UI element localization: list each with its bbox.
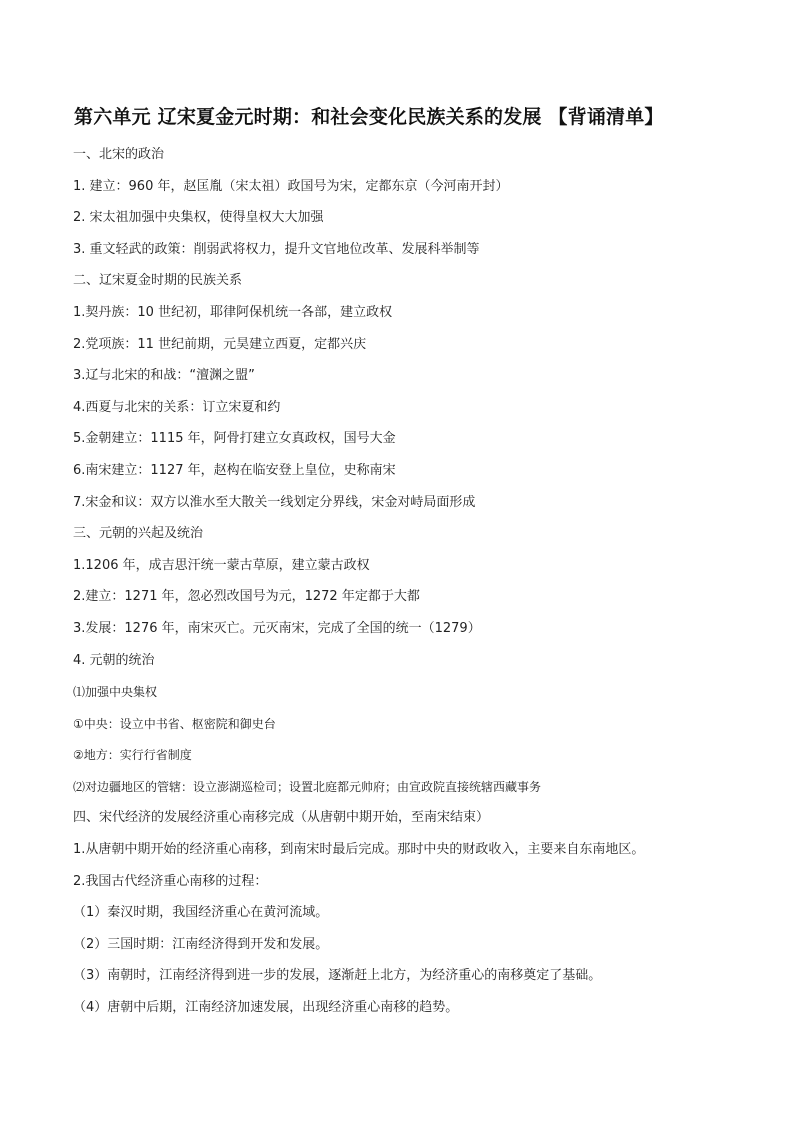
sub-list-item: ⑴加强中央集权 — [73, 685, 158, 700]
section-heading-song-economy: 四、宋代经济的发展经济重心南移完成（从唐朝中期开始，至南宋结束） — [73, 810, 490, 826]
section-heading-northern-song-politics: 一、北宋的政治 — [73, 147, 165, 162]
list-item: 4.西夏与北宋的关系：订立宋夏和约 — [73, 399, 281, 415]
list-item: 4. 元朝的统治 — [73, 652, 155, 668]
list-item: 6.南宋建立：1127 年，赵构在临安登上皇位，史称南宋 — [73, 462, 396, 478]
list-item: 1. 建立：960 年，赵匡胤（宋太祖）政国号为宋，定都东京（今河南开封） — [73, 178, 509, 194]
section-heading-yuan-dynasty: 三、元朝的兴起及统治 — [73, 526, 204, 542]
list-item: （3）南朝时，江南经济得到进一步的发展，逐渐赶上北方，为经济重心的南移奠定了基础。 — [73, 968, 602, 984]
list-item: （4）唐朝中后期，江南经济加速发展，出现经济重心南移的趋势。 — [73, 1000, 459, 1016]
document-title: 第六单元 辽宋夏金元时期：和社会变化民族关系的发展 【背诵清单】 — [74, 106, 664, 128]
list-item: 2.建立：1271 年，忽必烈改国号为元，1272 年定都于大都 — [73, 589, 420, 605]
document-body — [73, 145, 773, 1030]
list-item: 1.从唐朝中期开始的经济重心南移，到南宋时最后完成。那时中央的财政收入，主要来自东南地区。 — [73, 842, 645, 858]
list-item: 3. 重文轻武的政策：削弱武将权力，提升文官地位改革、发展科举制等 — [73, 241, 480, 257]
list-item: 7.宋金和议：双方以淮水至大散关一线划定分界线，宋金对峙局面形成 — [73, 494, 476, 510]
list-item: 2.我国古代经济重心南移的过程： — [73, 873, 268, 889]
list-item: 3.发展：1276 年，南宋灭亡。元灭南宋，完成了全国的统一（1279） — [73, 620, 481, 636]
list-item: （2）三国时期：江南经济得到开发和发展。 — [73, 936, 329, 952]
list-item: 2. 宋太祖加强中央集权，使得皇权大大加强 — [73, 210, 324, 226]
list-item: （1）秦汉时期，我国经济重心在黄河流域。 — [73, 905, 329, 921]
list-item: 2.党项族：11 世纪前期，元昊建立西夏，定都兴庆 — [73, 336, 367, 352]
sub-list-item: ⑵对边疆地区的管辖：设立澎湖巡检司；设置北庭都元帅府；由宣政院直接统辖西藏事务 — [73, 779, 542, 794]
section-heading-ethnic-relations: 二、辽宋夏金时期的民族关系 — [73, 273, 243, 289]
sub-list-item: ②地方：实行行省制度 — [73, 748, 192, 763]
list-item: 5.金朝建立：1115 年，阿骨打建立女真政权，国号大金 — [73, 431, 396, 447]
list-item: 1.契丹族：10 世纪初，耶律阿保机统一各部，建立政权 — [73, 304, 393, 320]
list-item: 3.辽与北宋的和战：“澶渊之盟” — [73, 368, 255, 384]
list-item: 1.1206 年，成吉思汗统一蒙古草原，建立蒙古政权 — [73, 557, 370, 573]
sub-list-item: ①中央：设立中书省、枢密院和御史台 — [73, 716, 276, 731]
